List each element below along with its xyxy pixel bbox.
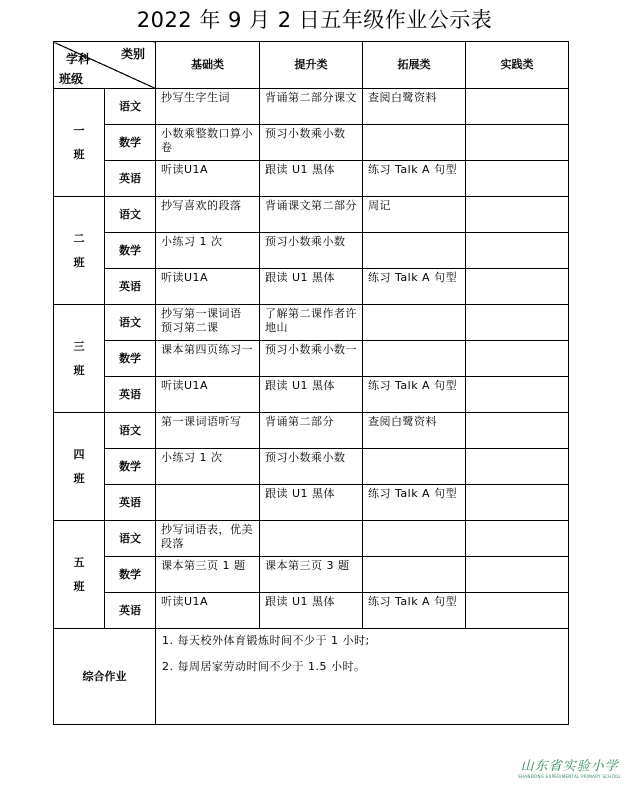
task-cell-advanced: 课本第三页 3 题 — [260, 557, 363, 593]
task-cell-advanced: 背诵第二部分课文 — [260, 89, 363, 125]
task-cell-basic: 听读U1A — [156, 377, 260, 413]
subject-cell: 数学 — [105, 233, 156, 269]
task-cell-advanced: 跟读 U1 黑体 — [260, 593, 363, 629]
class-name: 五班 — [73, 555, 85, 593]
task-cell-advanced: 了解第二课作者许地山 — [260, 305, 363, 341]
subject-cell: 语文 — [105, 521, 156, 557]
table-row — [54, 197, 569, 233]
table-row — [54, 485, 569, 521]
task-cell-basic: 小练习 1 次 — [156, 233, 260, 269]
task-cell-extension: 练习 Talk A 句型 — [363, 377, 466, 413]
class-name-cell — [54, 521, 105, 629]
task-cell-practice — [466, 593, 569, 629]
class-name: 一班 — [73, 123, 85, 161]
task-cell-practice — [466, 521, 569, 557]
table-row — [54, 161, 569, 197]
table-row — [54, 269, 569, 305]
logo-subtext: SHANDONG EXPERIMENTAL PRIMARY SCHOOL — [518, 774, 621, 779]
task-cell-extension: 练习 Talk A 句型 — [363, 485, 466, 521]
task-cell-advanced: 预习小数乘小数 — [260, 125, 363, 161]
class-name-cell — [54, 305, 105, 413]
summary-content — [156, 629, 569, 725]
subject-cell: 英语 — [105, 485, 156, 521]
diagonal-header-cell — [54, 42, 156, 89]
table-row — [54, 593, 569, 629]
task-cell-basic: 小练习 1 次 — [156, 449, 260, 485]
summary-item: 1. 每天校外体育锻炼时间不少于 1 小时; — [162, 634, 370, 647]
task-cell-practice — [466, 485, 569, 521]
summary-item: 2. 每周居家劳动时间不少于 1.5 小时。 — [162, 660, 366, 673]
table-row — [54, 413, 569, 449]
task-cell-advanced: 预习小数乘小数 — [260, 449, 363, 485]
table-row — [54, 377, 569, 413]
task-cell-advanced: 跟读 U1 黑体 — [260, 161, 363, 197]
subject-cell: 数学 — [105, 557, 156, 593]
class-name-cell — [54, 413, 105, 521]
task-cell-extension — [363, 557, 466, 593]
school-logo — [518, 755, 621, 779]
homework-table — [53, 41, 569, 725]
summary-row — [54, 629, 569, 725]
column-header-practice: 实践类 — [466, 42, 569, 89]
class-name: 二班 — [73, 231, 85, 269]
task-cell-practice — [466, 89, 569, 125]
task-cell-advanced: 预习小数乘小数一 — [260, 341, 363, 377]
logo-text: 山东省实验小学 — [520, 759, 619, 774]
task-cell-advanced: 跟读 U1 黑体 — [260, 377, 363, 413]
task-cell-extension: 查阅白鹭资料 — [363, 89, 466, 125]
task-cell-advanced: 跟读 U1 黑体 — [260, 485, 363, 521]
class-name-cell — [54, 89, 105, 197]
header-row — [54, 42, 569, 89]
task-cell-extension: 练习 Talk A 句型 — [363, 269, 466, 305]
task-cell-extension — [363, 125, 466, 161]
table-row — [54, 449, 569, 485]
column-header-basic: 基础类 — [156, 42, 260, 89]
task-cell-basic: 抄写词语表，优美段落 — [156, 521, 260, 557]
task-cell-practice — [466, 197, 569, 233]
task-cell-practice — [466, 449, 569, 485]
task-cell-extension — [363, 305, 466, 341]
task-cell-basic: 课本第三页 1 题 — [156, 557, 260, 593]
task-cell-basic: 听读U1A — [156, 161, 260, 197]
task-cell-extension: 练习 Talk A 句型 — [363, 161, 466, 197]
subject-cell: 英语 — [105, 593, 156, 629]
header-class-label: 班级 — [59, 72, 84, 86]
task-cell-practice — [466, 125, 569, 161]
task-cell-basic: 抄写生字生词 — [156, 89, 260, 125]
task-cell-extension — [363, 521, 466, 557]
subject-cell: 英语 — [105, 269, 156, 305]
task-cell-practice — [466, 557, 569, 593]
task-cell-advanced: 跟读 U1 黑体 — [260, 269, 363, 305]
task-cell-practice — [466, 341, 569, 377]
task-cell-advanced: 背诵课文第二部分 — [260, 197, 363, 233]
task-cell-practice — [466, 269, 569, 305]
class-name: 三班 — [73, 339, 85, 377]
class-name-cell — [54, 197, 105, 305]
task-cell-advanced: 背诵第二部分 — [260, 413, 363, 449]
table-row — [54, 233, 569, 269]
column-header-extension: 拓展类 — [363, 42, 466, 89]
table-row — [54, 305, 569, 341]
task-cell-extension: 周记 — [363, 197, 466, 233]
task-cell-extension — [363, 449, 466, 485]
subject-cell: 英语 — [105, 161, 156, 197]
subject-cell: 数学 — [105, 341, 156, 377]
header-subject-label: 学科 — [66, 52, 91, 66]
subject-cell: 语文 — [105, 305, 156, 341]
task-cell-practice — [466, 377, 569, 413]
task-cell-advanced: 预习小数乘小数 — [260, 233, 363, 269]
task-cell-practice — [466, 233, 569, 269]
task-cell-advanced — [260, 521, 363, 557]
table-row — [54, 89, 569, 125]
task-cell-basic: 课本第四页练习一 — [156, 341, 260, 377]
task-cell-extension — [363, 233, 466, 269]
subject-cell: 数学 — [105, 125, 156, 161]
subject-cell: 数学 — [105, 449, 156, 485]
subject-cell: 语文 — [105, 89, 156, 125]
class-name: 四班 — [73, 447, 85, 485]
task-cell-practice — [466, 161, 569, 197]
task-cell-basic: 听读U1A — [156, 593, 260, 629]
task-cell-extension: 查阅白鹭资料 — [363, 413, 466, 449]
header-category-label: 类别 — [120, 47, 145, 61]
table-row — [54, 521, 569, 557]
table-row — [54, 557, 569, 593]
subject-cell: 语文 — [105, 413, 156, 449]
task-cell-practice — [466, 413, 569, 449]
summary-label: 综合作业 — [54, 629, 156, 725]
task-cell-basic: 抄写喜欢的段落 — [156, 197, 260, 233]
task-cell-basic — [156, 485, 260, 521]
task-cell-basic: 第一课词语听写 — [156, 413, 260, 449]
subject-cell: 语文 — [105, 197, 156, 233]
task-cell-practice — [466, 305, 569, 341]
table-row — [54, 341, 569, 377]
task-cell-basic: 听读U1A — [156, 269, 260, 305]
task-cell-extension: 练习 Talk A 句型 — [363, 593, 466, 629]
task-cell-basic: 抄写第一课词语 预习第二课 — [156, 305, 260, 341]
subject-cell: 英语 — [105, 377, 156, 413]
task-cell-basic: 小数乘整数口算小卷 — [156, 125, 260, 161]
column-header-advanced: 提升类 — [260, 42, 363, 89]
task-cell-extension — [363, 341, 466, 377]
table-row — [54, 125, 569, 161]
page-title: 2022 年 9 月 2 日五年级作业公示表 — [136, 8, 493, 32]
